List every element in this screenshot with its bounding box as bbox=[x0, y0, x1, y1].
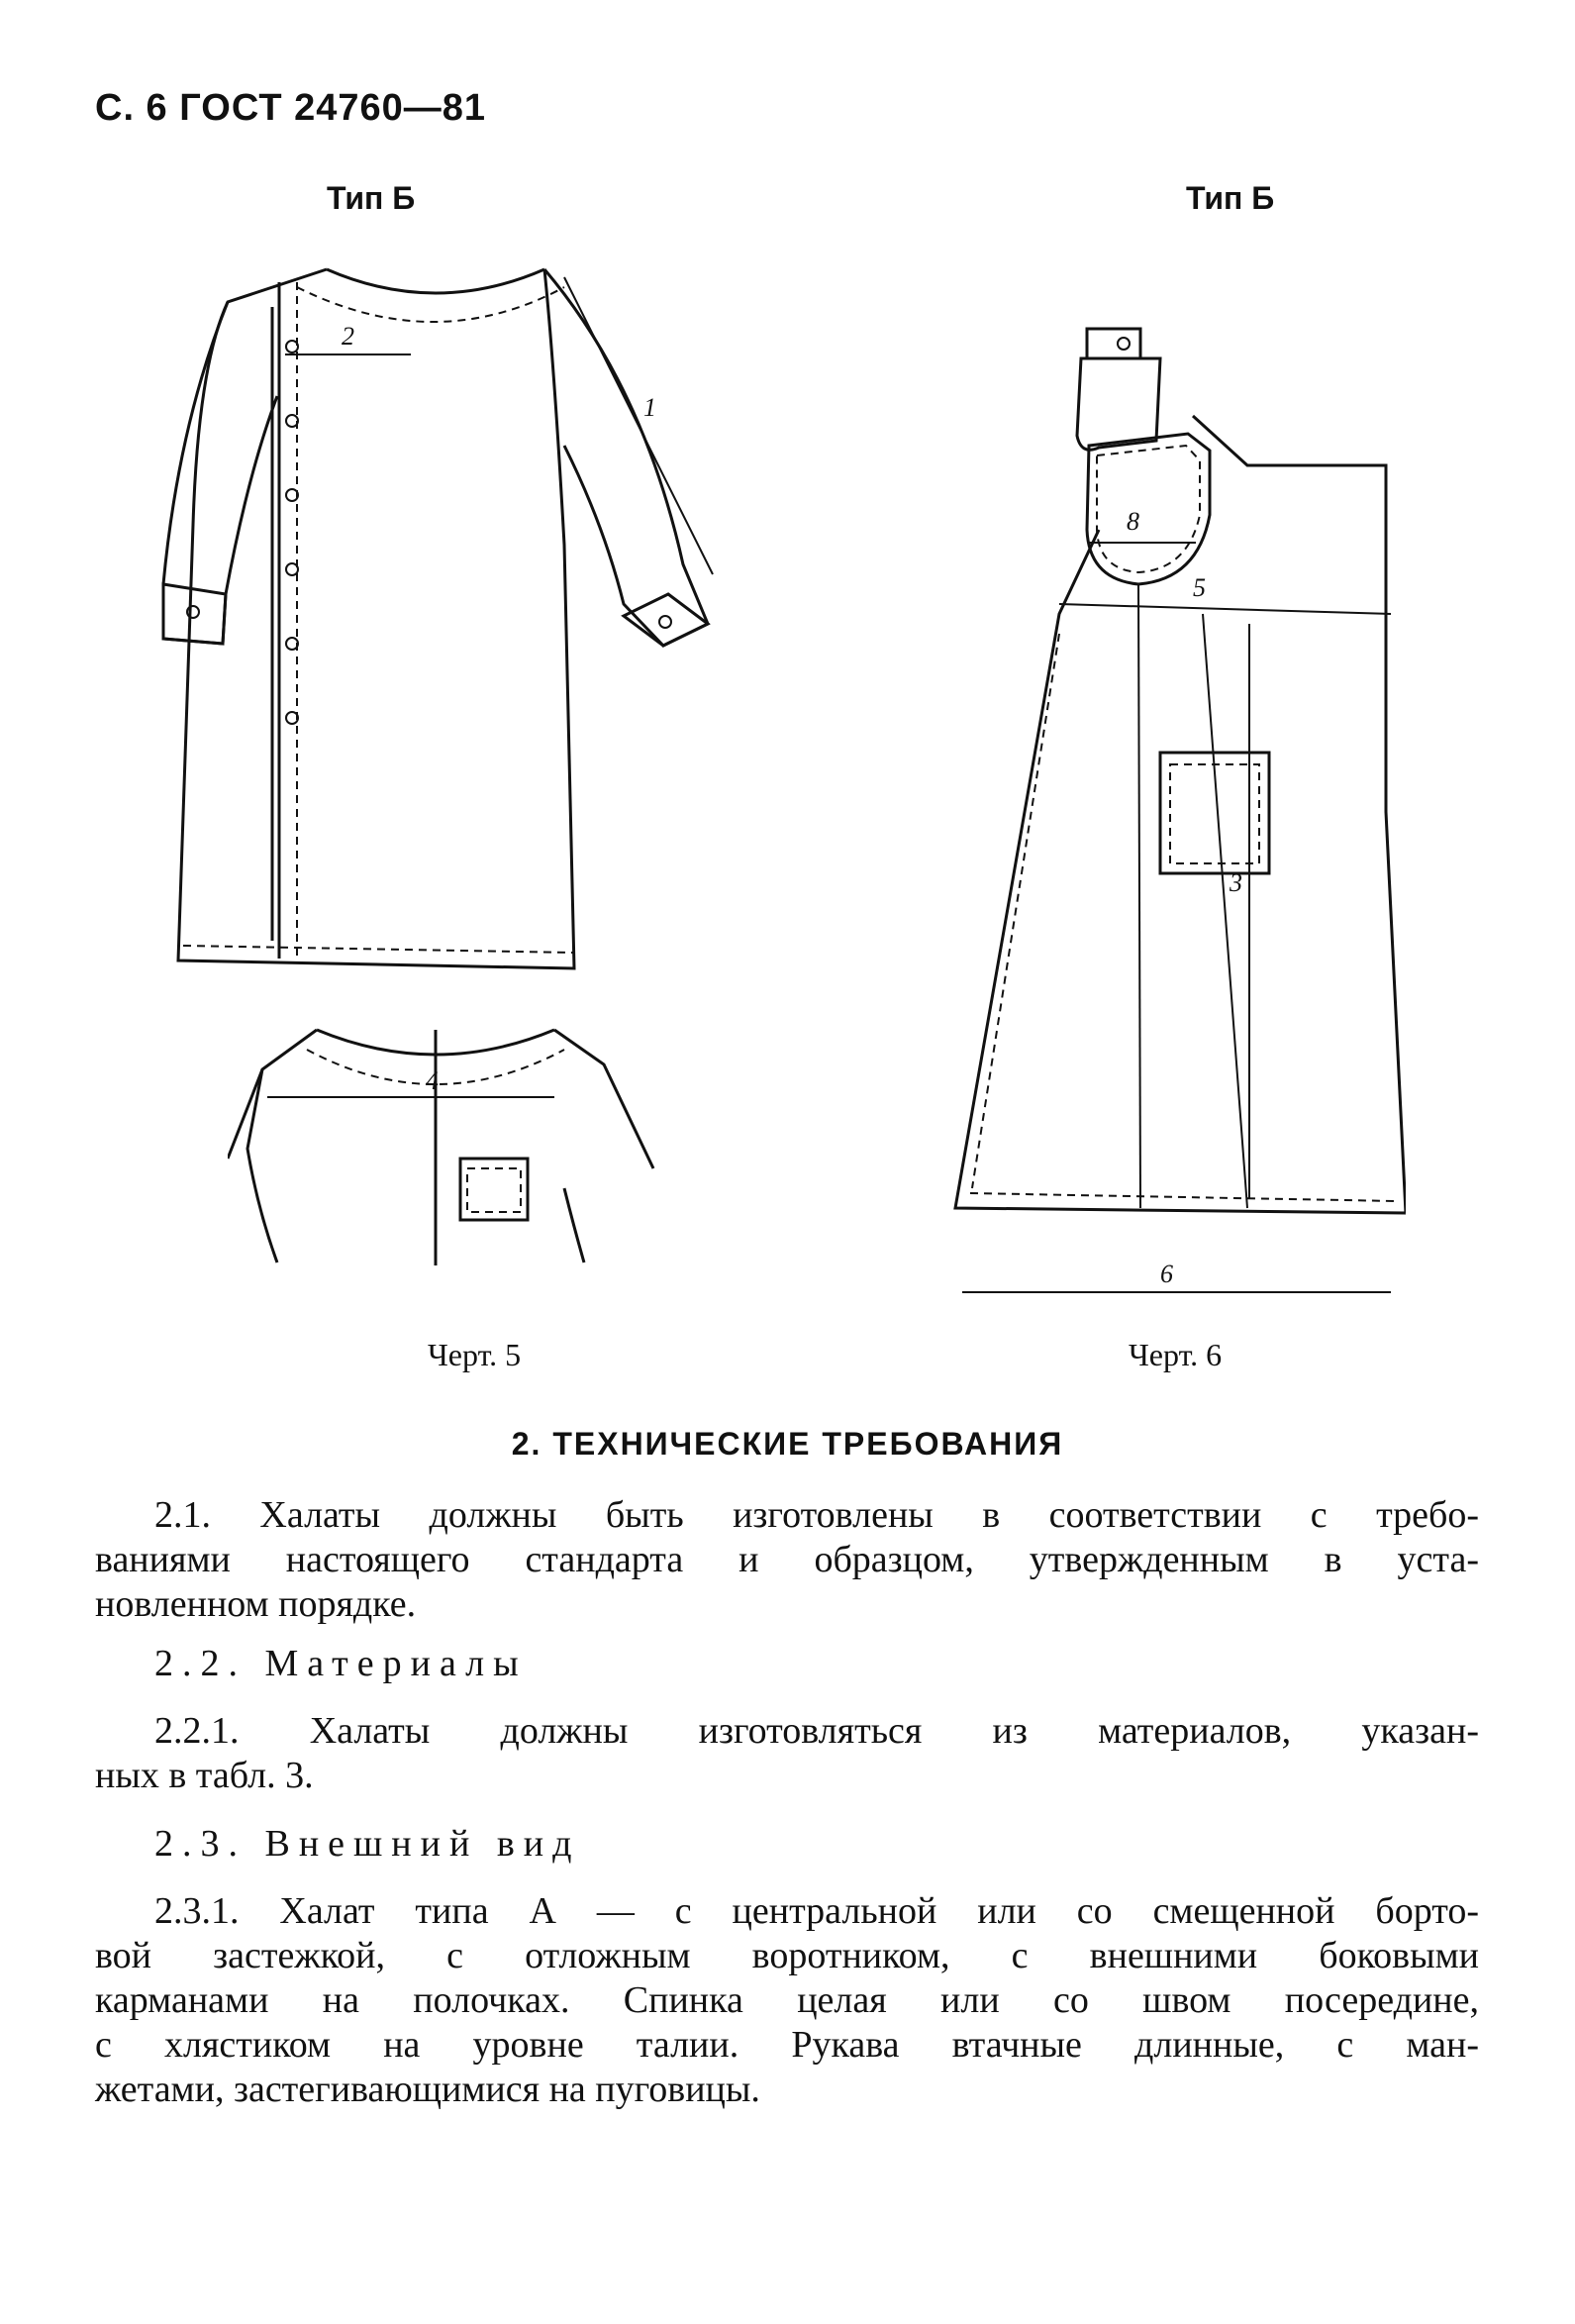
paragraph-line: новленном порядке. bbox=[95, 1583, 417, 1625]
figure-5-front-view-drawing bbox=[148, 248, 822, 1000]
paragraph-2-3-1 bbox=[95, 1889, 1479, 2112]
cuff bbox=[1087, 329, 1140, 358]
dimension-label-2: 2 bbox=[342, 322, 354, 351]
pocket-stitch bbox=[467, 1168, 521, 1212]
paragraph-line: 2.2.1. Халаты должны изготовляться из материалов, указан- bbox=[154, 1710, 1479, 1752]
neckline bbox=[327, 269, 544, 293]
dimension-label-5: 5 bbox=[1193, 573, 1206, 602]
collar-piece bbox=[1087, 434, 1210, 584]
right-sleeve bbox=[544, 269, 708, 646]
paragraph-line: жетами, застегивающимися на пуговицы. bbox=[95, 2069, 760, 2110]
section-title: 2. ТЕХНИЧЕСКИЕ ТРЕБОВАНИЯ bbox=[511, 1426, 1064, 1462]
paragraph-line: карманами на полочках. Спинка целая или со швом посередине, bbox=[95, 1979, 1479, 2021]
sleeve-folded bbox=[1077, 358, 1160, 450]
dimension-line-5 bbox=[1059, 604, 1391, 614]
page-header: С. 6 ГОСТ 24760—81 bbox=[95, 87, 487, 129]
dimension-line-1 bbox=[564, 277, 713, 574]
body-outline bbox=[955, 416, 1406, 1213]
paragraph-2-1 bbox=[95, 1493, 1479, 1627]
subsection-2-3 bbox=[95, 1822, 1479, 1867]
paragraph-line: ных в табл. 3. bbox=[95, 1755, 314, 1796]
dimension-label-3: 3 bbox=[1230, 868, 1242, 897]
figure-6-flat-drawing bbox=[950, 317, 1406, 1317]
left-armhole bbox=[247, 1030, 317, 1263]
paragraph-line: 2.1. Халаты должны быть изготовлены в соответствии с требо- bbox=[154, 1494, 1479, 1536]
paragraph-line: 2.3.1. Халат типа А — с центральной или со смещенной борто- bbox=[154, 1890, 1479, 1932]
figure-5-type-label: Тип Б bbox=[327, 180, 416, 216]
dimension-label-1: 1 bbox=[643, 393, 656, 422]
left-sleeve-edge bbox=[228, 1069, 262, 1159]
button bbox=[286, 341, 298, 353]
subsection-heading: 2.3. Внешний вид bbox=[154, 1823, 581, 1865]
side-seam-stitch bbox=[972, 634, 1059, 1188]
hem-stitch bbox=[183, 946, 574, 953]
paragraph-line: с хлястиком на уровне талии. Рукава втачные длинные, с ман- bbox=[95, 2024, 1479, 2066]
right-cuff-button bbox=[659, 616, 671, 628]
left-cuff bbox=[163, 584, 226, 644]
figure-5-back-detail-drawing bbox=[228, 1010, 683, 1267]
button bbox=[286, 563, 298, 575]
paragraph-2-2-1 bbox=[95, 1709, 1479, 1798]
cuff-button bbox=[1118, 338, 1130, 350]
right-shoulder-sleeve bbox=[554, 1030, 653, 1168]
figure-5-caption: Черт. 5 bbox=[428, 1337, 522, 1372]
body-outline bbox=[178, 269, 574, 968]
hem-stitch bbox=[970, 1193, 1396, 1201]
figure-6-type-label: Тип Б bbox=[1186, 180, 1275, 216]
inner-line bbox=[1203, 614, 1247, 1208]
paragraph-line: вой застежкой, с отложным воротником, с внешними боковыми bbox=[95, 1935, 1479, 1976]
inner-line bbox=[1138, 584, 1140, 1208]
subsection-2-2 bbox=[95, 1642, 1479, 1686]
subsection-heading: 2.2. Материалы bbox=[154, 1643, 528, 1684]
dimension-label-8: 8 bbox=[1127, 507, 1139, 536]
dimension-label-6: 6 bbox=[1160, 1260, 1173, 1288]
paragraph-line: ваниями настоящего стандарта и образцом, утвержденным в уста- bbox=[95, 1539, 1479, 1580]
dimension-label-4: 4 bbox=[426, 1066, 439, 1095]
figure-6-caption: Черт. 6 bbox=[1129, 1337, 1223, 1372]
right-side-seam bbox=[564, 1188, 584, 1263]
right-cuff bbox=[624, 594, 708, 646]
collar-piece-stitch bbox=[1097, 446, 1200, 572]
